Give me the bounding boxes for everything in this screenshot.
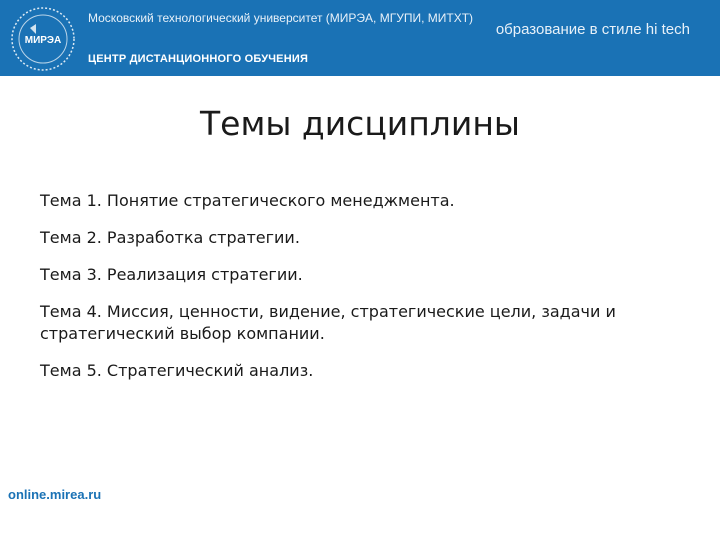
topic-item: Тема 3. Реализация стратегии. (40, 265, 303, 284)
topic-item: Тема 1. Понятие стратегического менеджмента. (40, 191, 455, 210)
topic-list (40, 190, 690, 397)
slogan: образование в стиле hi tech (495, 21, 690, 38)
university-seal-icon (8, 4, 78, 74)
footer-url-link[interactable]: online.mirea.ru (8, 487, 102, 502)
university-name: Московский технологический университет (МИРЭА, МГУПИ, МИТХТ) (88, 11, 474, 25)
topic-item: Тема 4. Миссия, ценности, видение, стратегические цели, задачи и стратегический выбор компании. (40, 302, 616, 343)
topic-item: Тема 2. Разработка стратегии. (40, 228, 300, 247)
center-name: ЦЕНТР ДИСТАНЦИОННОГО ОБУЧЕНИЯ (88, 53, 309, 65)
slide-title: Темы дисциплины (200, 104, 520, 143)
logo-text: МИРЭА (24, 35, 62, 46)
header-banner (0, 0, 720, 76)
topic-item: Тема 5. Стратегический анализ. (40, 361, 314, 380)
